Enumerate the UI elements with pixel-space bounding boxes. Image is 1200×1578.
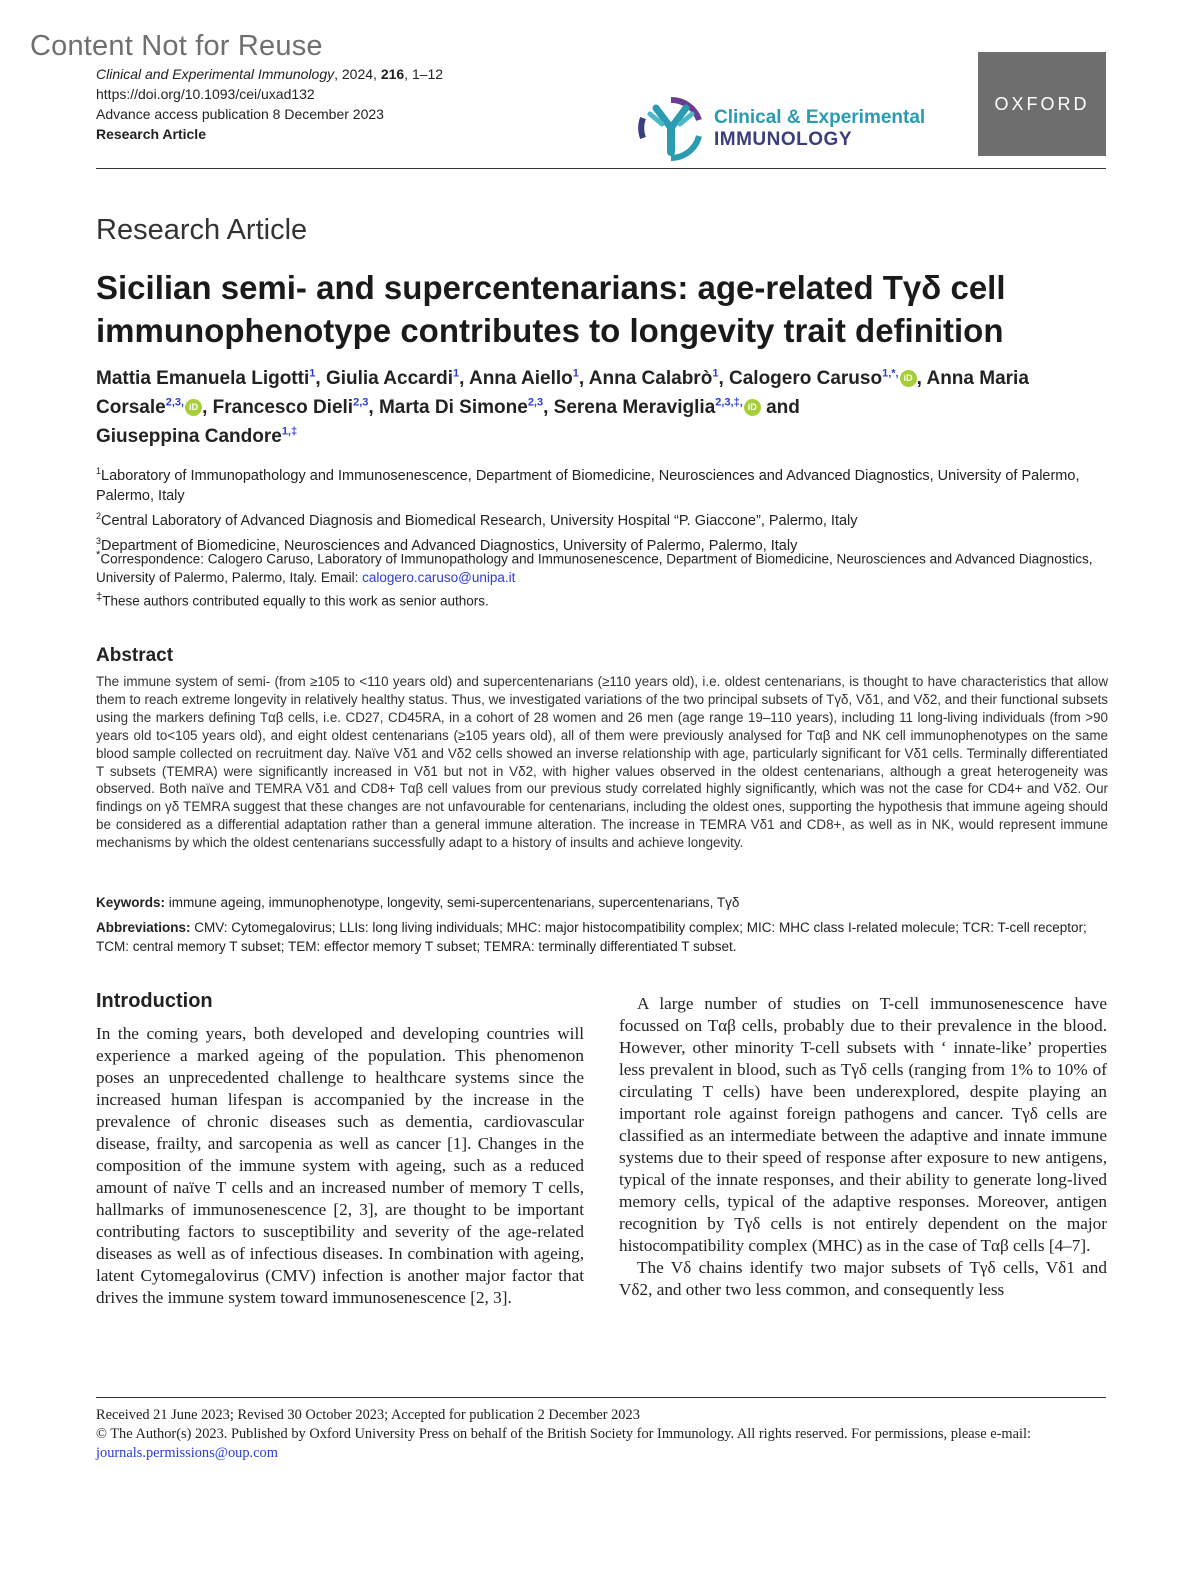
antibody-logo-icon — [636, 96, 706, 162]
journal-logo-text — [714, 107, 925, 151]
advance-access-date: Advance access publication 8 December 2023 — [96, 106, 384, 122]
affiliation-item — [96, 506, 1108, 531]
abbreviations-label: Abbreviations: — [96, 920, 191, 935]
journal-logo-line2: IMMUNOLOGY — [714, 129, 852, 150]
journal-logo[interactable] — [636, 96, 966, 162]
citation-volume: 216 — [380, 66, 405, 82]
permissions-email-link[interactable]: journals.permissions@oup.com — [96, 1445, 278, 1461]
equal-contribution-sup: ‡ — [96, 590, 103, 603]
footer-divider — [96, 1397, 1106, 1398]
journal-citation-block — [96, 64, 443, 144]
article-type-heading: Research Article — [96, 214, 308, 246]
author-affil-sup: 2,3,‡, — [715, 396, 743, 409]
affiliation-text: Laboratory of Immunopathology and Immunosenescence, Department of Biomedicine, Neurosciences and Advanced Diagnostics, University of Palermo, Palermo, Italy — [96, 467, 1080, 504]
correspondence-email-link[interactable]: calogero.caruso@unipa.it — [362, 570, 516, 585]
article-type-label: Research Article — [96, 126, 206, 142]
abstract-heading: Abstract — [96, 645, 174, 666]
abbreviations — [96, 919, 1108, 956]
affiliation-text: Central Laboratory of Advanced Diagnosis and Biomedical Research, University Hospital “P. Giaccone”, Palermo, Italy — [101, 512, 858, 529]
affiliation-item — [96, 461, 1108, 506]
journal-logo-line1: Clinical & Experimental — [714, 107, 926, 128]
equal-contribution-note — [96, 588, 1108, 611]
publication-dates: Received 21 June 2023; Revised 30 October 2023; Accepted for publication 2 December 2023 — [96, 1407, 640, 1423]
keywords-text: immune ageing, immunophenotype, longevity, semi-supercentenarians, supercentenarians, Tγδ — [165, 895, 740, 910]
keywords-label: Keywords: — [96, 895, 166, 910]
header-divider — [96, 168, 1106, 169]
author-name[interactable]: Giuseppina Candore — [96, 426, 282, 447]
author-affil-sup: 1,*, — [882, 367, 899, 380]
affiliation-sup: 1 — [96, 466, 102, 476]
author-name[interactable]: Francesco Dieli — [212, 397, 354, 418]
introduction-left-column — [96, 1023, 584, 1309]
affiliation-text: Department of Biomedicine, Neurosciences and Advanced Diagnostics, University of Palermo, Palermo, Italy — [101, 537, 798, 554]
author-name[interactable]: Giulia Accardi — [325, 368, 453, 389]
author-name[interactable]: Serena Meraviglia — [553, 397, 716, 418]
abstract-text: The immune system of semi- (from ≥105 to <110 years old) and supercentenarians (≥110 years old), i.e. oldest centenarians, is thought to have characteristics that allow them to reach extreme longevity in relatively healthy status. Thus, we investigated variations of the two principal subsets of Tγδ, Vδ1, and Vδ2, and their functional subsets using the markers defining Tαβ cells, i.e. CD27, CD45RA, in a cohort of 28 women and 26 men (age range 19–110 years), including 11 long-living individuals (from >90 years old to<105 years old), and eight oldest centenarians (≥105 years old), all of them were previously analysed for Tαβ and NK cell immunophenotypes on the same blood sample collected on recruitment day. Naïve Vδ1 and Vδ2 cells showed an inverse relationship with age, particularly significant for Vδ1 cells. Terminally differentiated T subsets (TEMRA) were significantly increased in Vδ1 but not in Vδ2, with higher values observed in the oldest centenarians, although a great heterogeneity was observed. Both naïve and TEMRA Vδ1 and CD8+ Tαβ cell values from our previous study correlated highly significantly, which was not the case for CD4+ and Vδ2. Our findings on γδ TEMRA suggest that these changes are not unfavourable for centenarians, including the oldest ones, supporting the hypothesis that immune ageing should be considered as a differential adaptation rather than a general immune alteration. The increase in TEMRA Vδ1 and CD8+, as well as in NK, would represent immune mechanisms by which the oldest centenarians successfully adapt to a history of insults and achieve longevity. — [96, 674, 1108, 851]
doi-link[interactable]: https://doi.org/10.1093/cei/uxad132 — [96, 86, 315, 102]
author-name[interactable]: Mattia Emanuela Ligotti — [96, 368, 310, 389]
affiliations — [96, 461, 1108, 555]
correspondence-text: Correspondence: Calogero Caruso, Laboratory of Immunopathology and Immunosenescence, Department of Biomedicine, Neurosciences and Advanced Diagnostics, University of Palermo, Palermo, Italy. Email: — [96, 551, 1093, 585]
author-affil-sup: 2,3, — [165, 396, 185, 409]
citation-year: , 2024, — [334, 66, 381, 82]
correspondence-sup: * — [96, 549, 101, 561]
introduction-paragraph: A large number of studies on T-cell immunosenescence have focussed on Tαβ cells, probably due to their prevalence in the blood. However, other minority T-cell subsets with ‘ innate-like’ properties less prevalent in blood, such as Tγδ cells (ranging from 1% to 10% of circulating T cells) have been underexplored, despite playing an important role against foreign pathogens and cancer. Tγδ cells are classified as an intermediate between the adaptive and innate immune systems due to their speed of response after exposure to new antigens, typical of the innate responses, and their ability to generate long-lived memory cells, typical of the adaptive responses. Moreover, antigen recognition by Tγδ cells is not entirely dependent on the major histocompatibility complex (MHC) as in the case of Tαβ cells [4–7]. — [619, 994, 1107, 1255]
correspondence-note — [96, 546, 1108, 611]
journal-name: Clinical and Experimental Immunology — [96, 66, 335, 82]
page-footer — [96, 1406, 1108, 1463]
affiliation-sup: 3 — [96, 535, 102, 546]
introduction-heading: Introduction — [96, 990, 213, 1012]
author-name[interactable]: Anna Maria Corsale — [96, 368, 1029, 418]
abbreviations-text: CMV: Cytomegalovirus; LLIs: long living individuals; MHC: major histocompatibility complex; MIC: MHC class I-related molecule; TCR: T-cell receptor; TCM: central memory T subset; TEM: effector memory T subset; TEMRA: terminally differentiated T subset. — [96, 920, 1087, 954]
author-affil-sup: 1 — [309, 367, 316, 380]
copyright-text: © The Author(s) 2023. Published by Oxford University Press on behalf of the British Society for Immunology. All rights reserved. For permissions, please e-mail: — [96, 1426, 1032, 1442]
introduction-paragraph: The Vδ chains identify two major subsets of Tγδ cells, Vδ1 and Vδ2, and other two less common, and consequently less — [619, 1258, 1107, 1299]
watermark-text: Content Not for Reuse — [30, 30, 323, 62]
author-name[interactable]: Anna Calabrò — [588, 368, 713, 389]
author-affil-sup: 1 — [712, 367, 719, 380]
author-affil-sup: 1 — [453, 367, 460, 380]
orcid-icon[interactable]: iD — [744, 399, 761, 416]
equal-contribution-text: These authors contributed equally to this work as senior authors. — [102, 593, 489, 608]
author-name[interactable]: Anna Aiello — [468, 368, 573, 389]
author-affil-sup: 2,3 — [527, 396, 544, 409]
correspondence-line — [96, 546, 1108, 588]
copyright-notice — [96, 1425, 1108, 1463]
author-affil-sup: 1,‡ — [281, 425, 298, 438]
author-list: Mattia Emanuela Ligotti$^1$, Giulia Accardi$^1$, Anna Aiello$^1$, Anna Calabrò$^1$, Calogero Caruso$^{1,*,}$ iD , Anna Maria Corsale$^{2,3,}$ iD , Francesco Dieli$^{2,3}$, Marta Di Simone$^{2,3}$, Serena Meraviglia$^{2,3,\ddagger,}$ iD and Giuseppina Candore$^{1,\ddagger}$ — [96, 367, 1029, 447]
author-name[interactable]: Marta Di Simone — [378, 397, 528, 418]
citation-line — [96, 64, 443, 84]
citation-pages: , 1–12 — [404, 66, 444, 82]
orcid-icon[interactable]: iD — [185, 399, 202, 416]
publisher-logo[interactable]: OXFORD — [978, 52, 1106, 156]
orcid-icon[interactable]: iD — [900, 370, 917, 387]
author-affil-sup: 2,3 — [353, 396, 369, 409]
author-affil-sup: 1 — [572, 367, 579, 380]
author-name[interactable]: Calogero Caruso — [729, 368, 883, 389]
authors-conjunction: and — [766, 397, 800, 418]
keywords — [96, 894, 1108, 912]
introduction-paragraph: In the coming years, both developed and developing countries will experience a marked ageing of the population. This phenomenon poses an unprecedented challenge to healthcare systems since the increased human lifespan is accompanied by the increase in the prevalence of chronic diseases such as dementia, cardiovascular disease, frailty, and sarcopenia as well as cancer [1]. Changes in the composition of the immune system with ageing, such as a reduced amount of naïve T cells and an increased number of memory T cells, hallmarks of immunosenescence [2, 3], are thought to be important contributing factors to susceptibility and severity of the age-related diseases as well as of infectious diseases. In combination with ageing, latent Cytomegalovirus (CMV) infection is another major factor that drives the immune system toward immunosenescence [2, 3]. — [96, 1024, 584, 1307]
article-title: Sicilian semi- and supercentenarians: age-related Tγδ cell immunophenotype contributes to longevity trait definition — [96, 269, 1006, 349]
affiliation-sup: 2 — [96, 510, 102, 521]
introduction-right-column — [619, 993, 1107, 1301]
